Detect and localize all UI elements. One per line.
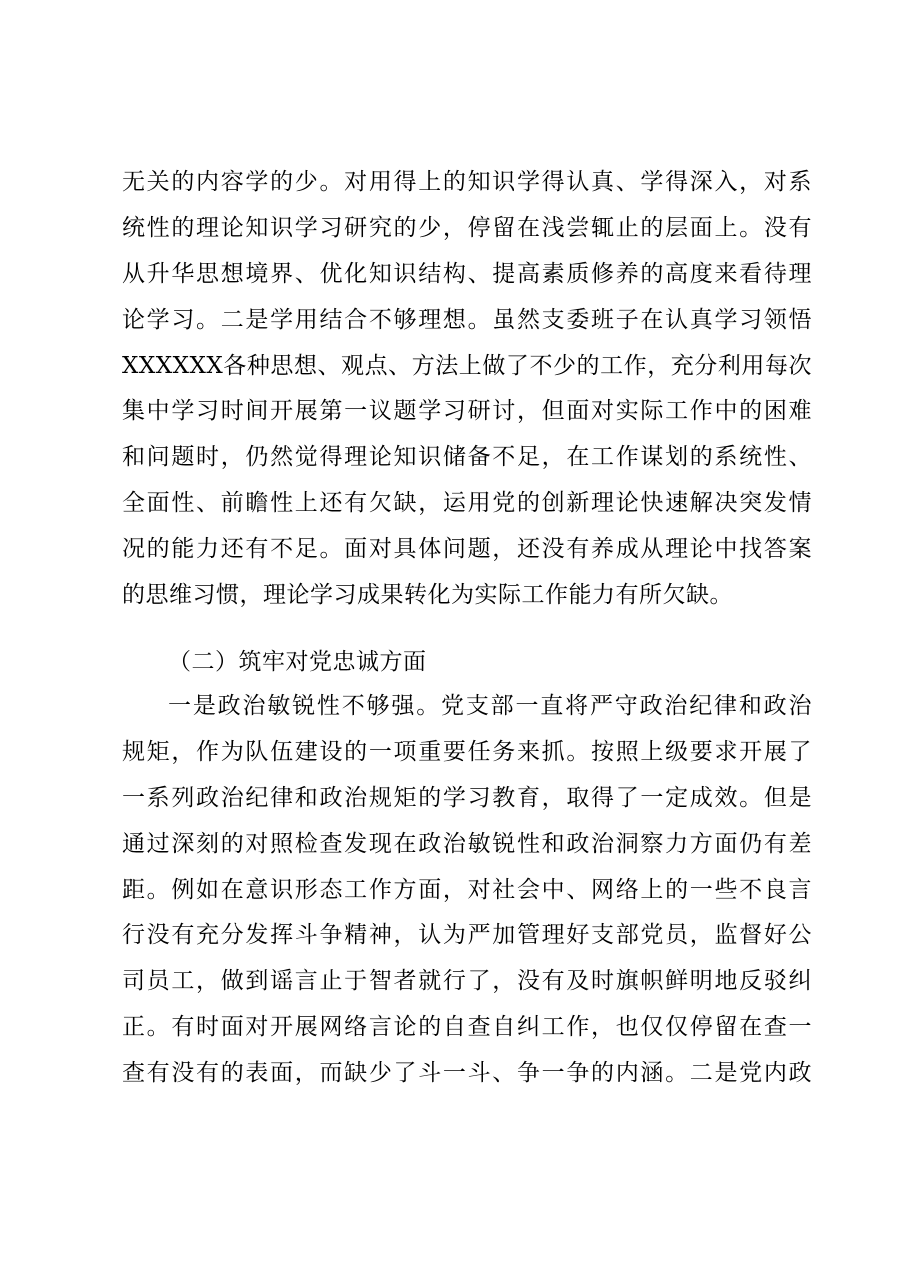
- paragraph-line: 距。例如在意识形态工作方面，对社会中、网络上的一些不良言: [122, 876, 812, 903]
- paragraph-line: 从升华思想境界、优化知识结构、提高素质修养的高度来看待理: [122, 260, 812, 287]
- paragraph-party-loyalty: [122, 684, 812, 1097]
- section-heading: （二）筑牢对党忠诚方面: [168, 649, 427, 675]
- paragraph-line: 统性的理论知识学习研究的少，停留在浅尝辄止的层面上。没有: [122, 214, 812, 241]
- paragraph-line: 的思维习惯，理论学习成果转化为实际工作能力有所欠缺。: [122, 582, 733, 609]
- paragraph-line: 查有没有的表面，而缺少了斗一斗、争一争的内涵。二是党内政: [122, 1060, 812, 1087]
- paragraph-line: 正。有时面对开展网络言论的自查自纠工作，也仅仅停留在查一: [122, 1014, 812, 1041]
- paragraph-line: 规矩，作为队伍建设的一项重要任务来抓。按照上级要求开展了: [122, 738, 812, 765]
- paragraph-line: 况的能力还有不足。面对具体问题，还没有养成从理论中找答案: [122, 536, 812, 563]
- paragraph-line: 论学习。二是学用结合不够理想。虽然支委班子在认真学习领悟: [122, 306, 812, 333]
- paragraph-line: 和问题时，仍然觉得理论知识储备不足，在工作谋划的系统性、: [122, 444, 812, 471]
- paragraph-line: 一是政治敏锐性不够强。党支部一直将严守政治纪律和政治: [168, 693, 812, 719]
- paragraph-line: 集中学习时间开展第一议题学习研讨，但面对实际工作中的困难: [122, 398, 812, 425]
- paragraph-line: 司员工，做到谣言止于智者就行了，没有及时旗帜鲜明地反驳纠: [122, 968, 812, 995]
- paragraph-line: 无关的内容学的少。对用得上的知识学得认真、学得深入，对系: [122, 169, 812, 195]
- paragraph-line: 行没有充分发挥斗争精神，认为严加管理好支部党员，监督好公: [122, 922, 812, 949]
- paragraph-theory-study: [122, 160, 812, 619]
- paragraph-line: 一系列政治纪律和政治规矩的学习教育，取得了一定成效。但是: [122, 784, 812, 811]
- paragraph-line: XXXXXX各种思想、观点、方法上做了不少的工作，充分利用每次: [122, 352, 812, 379]
- paragraph-line: 全面性、前瞻性上还有欠缺，运用党的创新理论快速解决突发情: [122, 490, 812, 517]
- paragraph-line: 通过深刻的对照检查发现在政治敏锐性和政治洞察力方面仍有差: [122, 830, 812, 857]
